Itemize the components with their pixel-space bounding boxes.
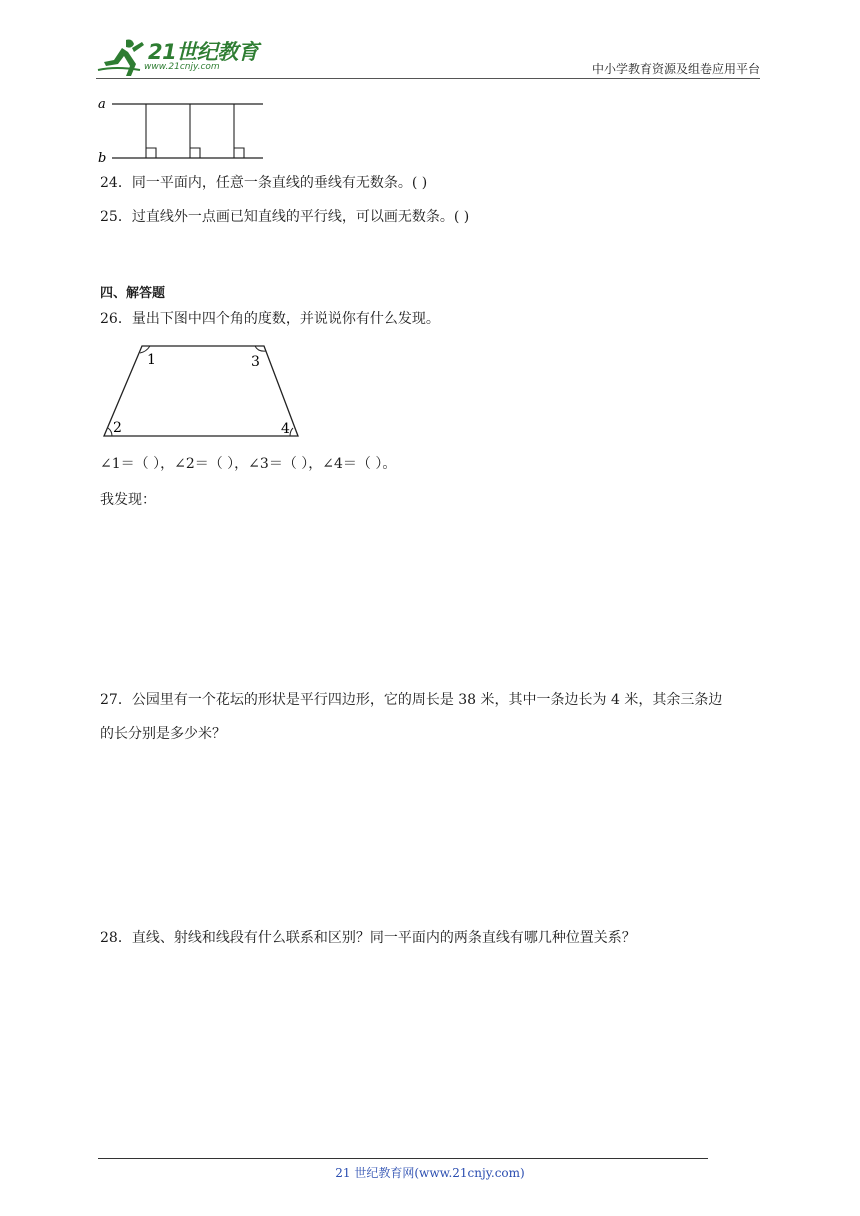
right-angle-mark-2 [190, 148, 200, 158]
line-a-label: a [98, 97, 106, 112]
runner-logo-icon [96, 36, 146, 78]
right-angle-mark-1 [146, 148, 156, 158]
line-b-label: b [98, 151, 107, 166]
question-26-blanks: ∠1＝（ ），∠2＝（ ），∠3＝（ ），∠4＝（ ）。 [100, 456, 397, 472]
footer-link[interactable]: 21 世纪教育网(www.21cnjy.com) [335, 1166, 525, 1180]
site-logo [96, 36, 266, 78]
angle-arc-2 [108, 428, 112, 436]
footer-divider [98, 1158, 708, 1159]
question-28: 28．直线、射线和线段有什么联系和区别？同一平面内的两条直线有哪几种位置关系？ [100, 930, 636, 946]
question-27-line1: 27．公园里有一个花坛的形状是平行四边形，它的周长是 38 米，其中一条边长为 4 米，其余三条边 [100, 692, 723, 708]
question-24: 24．同一平面内，任意一条直线的垂线有无数条。( ) [100, 175, 428, 191]
question-26-finding: 我发现： [100, 492, 156, 508]
question-26: 26．量出下图中四个角的度数，并说说你有什么发现。 [100, 311, 440, 327]
logo-url: www.21cnjy.com [144, 62, 220, 72]
question-27-line2: 的长分别是多少米？ [100, 726, 226, 742]
trapezoid-figure [100, 340, 306, 442]
trapezoid-shape [104, 346, 298, 436]
right-angle-mark-3 [234, 148, 244, 158]
question-25: 25．过直线外一点画已知直线的平行线，可以画无数条。( ) [100, 209, 470, 225]
header-divider [96, 78, 760, 79]
angle-label-3: 3 [251, 354, 260, 370]
logo-title: 21世纪教育 [148, 40, 259, 64]
angle-label-4: 4 [281, 421, 290, 437]
parallel-lines-figure [96, 90, 271, 166]
angle-label-1: 1 [147, 352, 156, 368]
angle-label-2: 2 [113, 420, 122, 436]
header-platform-text: 中小学教育资源及组卷应用平台 [591, 62, 760, 76]
section-title-4: 四、解答题 [100, 286, 166, 301]
angle-arc-4 [290, 428, 293, 436]
